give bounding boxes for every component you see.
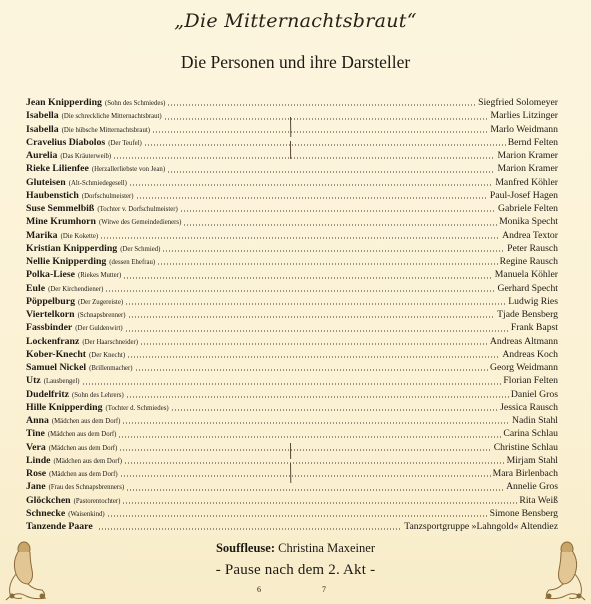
actor-name: Daniel Gros [510, 388, 558, 400]
actor-name: Peter Rausch [507, 242, 558, 254]
cast-row [26, 348, 558, 361]
cast-row [26, 189, 558, 202]
cast-row [26, 388, 558, 401]
actor-name: Jessica Rausch [500, 401, 558, 413]
role-name: Samuel Nickel [26, 362, 87, 373]
role-description: (Tochter v. Dorfschulmeister) [97, 206, 178, 213]
pencil-mark-icon [289, 442, 292, 460]
dot-leader [113, 157, 495, 159]
cast-list [26, 96, 558, 533]
cast-row [26, 109, 558, 122]
dot-leader [119, 449, 491, 451]
role-description: (Mädchen aus dem Dorf) [47, 431, 117, 439]
role-name: Aurelia [26, 150, 58, 161]
role-name: Fassbinder [26, 322, 73, 334]
dot-leader [118, 436, 501, 438]
dot-leader [123, 277, 493, 279]
pencil-mark-icon [289, 462, 292, 484]
prompter-label: Souffleuse: [215, 541, 276, 555]
cast-row [26, 467, 558, 480]
role-description: (Sohn des Lehrers) [72, 391, 124, 399]
actor-name: Marlies Litzinger [490, 110, 558, 122]
role-name: Viertelkorn [26, 309, 75, 320]
cast-row [26, 480, 558, 493]
role-name: Lockenfranz [26, 335, 80, 347]
actor-name: Bernd Felten [507, 136, 558, 148]
corner-ornament-icon [4, 540, 48, 602]
actor-name: Andreas Koch [502, 348, 558, 360]
role-description: (dessen Ehefrau) [109, 259, 156, 266]
dot-leader [167, 104, 476, 106]
role-name: Polka-Liese [26, 269, 75, 281]
actor-name: Christine Schlau [493, 441, 558, 453]
actor-name: Georg Weidmann [489, 362, 558, 373]
page-subtitle: Die Personen und ihre Darsteller [180, 52, 411, 72]
actor-name: Mirjam Stahl [506, 454, 558, 466]
role-description: (Dorfschulmeister) [81, 192, 134, 200]
role-name: Haubenstich [26, 189, 79, 201]
role-description: (Der Teufel) [108, 139, 142, 147]
corner-ornament-icon [543, 540, 587, 602]
dot-leader [167, 171, 495, 173]
cast-row [26, 149, 558, 162]
role-name: Hille Knipperding [26, 401, 103, 413]
role-name: Nellie Knipperding [26, 256, 107, 267]
dot-leader [127, 356, 500, 358]
dot-leader [125, 303, 506, 305]
dot-leader [129, 184, 493, 186]
role-description: (Das Kräuterweib) [60, 153, 112, 160]
intermission-note: - Pause nach dem 2. Akt - [215, 562, 376, 578]
dot-leader [82, 383, 502, 385]
cast-row [26, 242, 558, 255]
role-name: Marika [26, 229, 58, 241]
cast-row [26, 361, 558, 374]
dot-leader [128, 316, 496, 318]
role-description: (Pastorentochter) [73, 497, 121, 505]
role-description: (Tochter d. Schmiedes) [105, 404, 169, 412]
actor-name: Manuela Köhler [494, 269, 558, 281]
actor-name: Andreas Altmann [489, 335, 558, 347]
prompter-name: Christina Maxeiner [278, 541, 375, 555]
actor-name: Manfred Köhler [495, 176, 558, 188]
actor-name: Tanzsportgruppe »Lahngold« Altendiez [404, 521, 558, 532]
actor-name: Florian Felten [503, 375, 558, 387]
pencil-mark-icon [289, 116, 292, 138]
dot-leader [162, 250, 505, 252]
cast-row [26, 427, 558, 440]
role-name: Isabella [26, 123, 59, 135]
dot-leader [126, 396, 509, 398]
role-name: Schnecke [26, 507, 66, 519]
actor-name: Paul-Josef Hagen [489, 189, 558, 201]
cast-row [26, 507, 558, 520]
role-name: Dudelfritz [26, 388, 69, 400]
role-description: (Frau des Schnapsbrenners) [48, 484, 125, 492]
role-name: Utz [26, 375, 41, 387]
role-name: Rieke Lilienfee [26, 163, 89, 175]
role-name: Cravelius Diabolos [26, 136, 106, 148]
role-name: Rose [26, 468, 47, 479]
actor-name: Gabriele Felten [498, 203, 558, 214]
role-name: Gluteisen [26, 176, 66, 188]
role-name: Tanzende Paare [26, 521, 93, 532]
dot-leader [135, 369, 488, 371]
cast-row [26, 321, 558, 334]
role-description: (Der Knecht) [89, 351, 126, 359]
dot-leader [140, 343, 488, 345]
cast-row [26, 520, 558, 533]
dot-leader [122, 502, 517, 504]
role-name: Pöppelburg [26, 295, 75, 307]
dot-leader [126, 489, 504, 491]
cast-row [26, 335, 558, 348]
dot-leader [136, 197, 488, 199]
role-name: Jean Knipperding [26, 97, 102, 108]
role-name: Suse Semmelbiß [26, 203, 95, 214]
dot-leader [98, 528, 403, 530]
actor-name: Regine Rausch [499, 256, 558, 267]
dot-leader [157, 263, 497, 265]
role-description: (Mädchen aus dem Dorf) [51, 418, 121, 425]
cast-row [26, 441, 558, 454]
cast-row [26, 401, 558, 414]
role-description: (Der Zugereiste) [78, 298, 124, 306]
dot-leader [100, 237, 500, 239]
dot-leader [120, 475, 491, 477]
page-number-left: 6 [257, 585, 261, 594]
cast-row [26, 454, 558, 467]
cast-row [26, 414, 558, 427]
role-description: (Brillenmacher) [89, 365, 133, 372]
role-description: (Schnapsbrenner) [77, 312, 126, 319]
cast-row [26, 308, 558, 321]
role-description: (Lausbengel) [43, 378, 80, 386]
actor-name: Nadin Stahl [511, 415, 558, 426]
actor-name: Gerhard Specht [497, 282, 558, 294]
cast-row [26, 96, 558, 109]
cast-row [26, 176, 558, 189]
role-description: (Mädchen aus dem Dorf) [53, 457, 123, 465]
role-name: Anna [26, 415, 49, 426]
role-description: (Die schreckliche Mitternachtsbraut) [61, 113, 162, 121]
cast-row [26, 295, 558, 308]
cast-row [26, 202, 558, 215]
role-description: (Die Kokette) [60, 232, 99, 240]
role-description: (Sohn des Schmiedes) [104, 100, 166, 107]
dot-leader [171, 409, 499, 411]
cast-row [26, 123, 558, 136]
role-description: (Der Kirchendiener) [48, 285, 104, 293]
role-name: Kober-Knecht [26, 348, 87, 360]
role-name: Jane [26, 481, 46, 493]
dot-leader [183, 224, 497, 226]
cast-row [26, 282, 558, 295]
dot-leader [105, 290, 495, 292]
play-title: „Die Mitternachtsbraut“ [174, 10, 417, 32]
actor-name: Tjade Bensberg [497, 309, 558, 320]
role-description: (Waisenkind) [68, 510, 105, 518]
role-name: Linde [26, 454, 51, 466]
dot-leader [125, 330, 509, 332]
cast-row [26, 255, 558, 268]
role-description: (Der Schmied) [120, 245, 161, 253]
cast-row [26, 494, 558, 507]
dot-leader [107, 515, 488, 517]
actor-name: Simone Bensberg [489, 507, 558, 519]
role-description: (Der Haarschneider) [82, 338, 139, 346]
role-description: (Witwe des Gemeindedieners) [98, 219, 182, 227]
actor-name: Andrea Textor [502, 229, 558, 241]
prompter-line [0, 541, 591, 556]
role-name: Glöckchen [26, 494, 71, 506]
dot-leader [144, 144, 506, 146]
actor-name: Rita Weiß [519, 494, 558, 506]
actor-name: Carina Schlau [503, 428, 558, 440]
role-name: Mine Krumhorn [26, 216, 96, 228]
cast-row [26, 162, 558, 175]
role-name: Isabella [26, 110, 59, 122]
dot-leader [122, 422, 510, 424]
cast-row [26, 268, 558, 281]
role-description: (Mädchen aus dem Dorf) [49, 471, 118, 478]
actor-name: Siegfried Solomeyer [478, 97, 558, 108]
cast-row [26, 215, 558, 228]
actor-name: Mara Birlenbach [492, 468, 558, 479]
role-name: Vera [26, 441, 46, 453]
dot-leader [152, 131, 488, 133]
role-description: (Der Guldenwirt) [75, 325, 123, 333]
role-name: Tine [26, 428, 45, 440]
dot-leader [180, 210, 496, 212]
role-description: (Riekes Mutter) [77, 272, 122, 280]
role-name: Kristian Knipperding [26, 242, 118, 254]
actor-name: Frank Bapst [510, 322, 558, 334]
role-name: Eule [26, 282, 46, 294]
actor-name: Marlo Weidmann [490, 123, 558, 135]
page-number-right: 7 [322, 585, 326, 594]
cast-row [26, 136, 558, 149]
role-description: (Mädchen aus dem Dorf) [48, 444, 118, 452]
actor-name: Marion Kramer [497, 150, 558, 161]
pencil-mark-icon [289, 140, 292, 160]
role-description: (Alt-Schmiedegesell) [68, 179, 127, 187]
cast-row [26, 229, 558, 242]
dot-leader [124, 462, 505, 464]
role-description: (Herzallerliebste von Jean) [91, 166, 166, 174]
cast-row [26, 374, 558, 387]
actor-name: Monika Specht [499, 216, 558, 228]
actor-name: Marion Kramer [497, 163, 558, 175]
actor-name: Ludwig Ries [508, 295, 558, 307]
actor-name: Annelie Gros [506, 481, 558, 493]
role-description: (Die hübsche Mitternachtsbraut) [61, 126, 151, 134]
dot-leader [164, 118, 489, 120]
